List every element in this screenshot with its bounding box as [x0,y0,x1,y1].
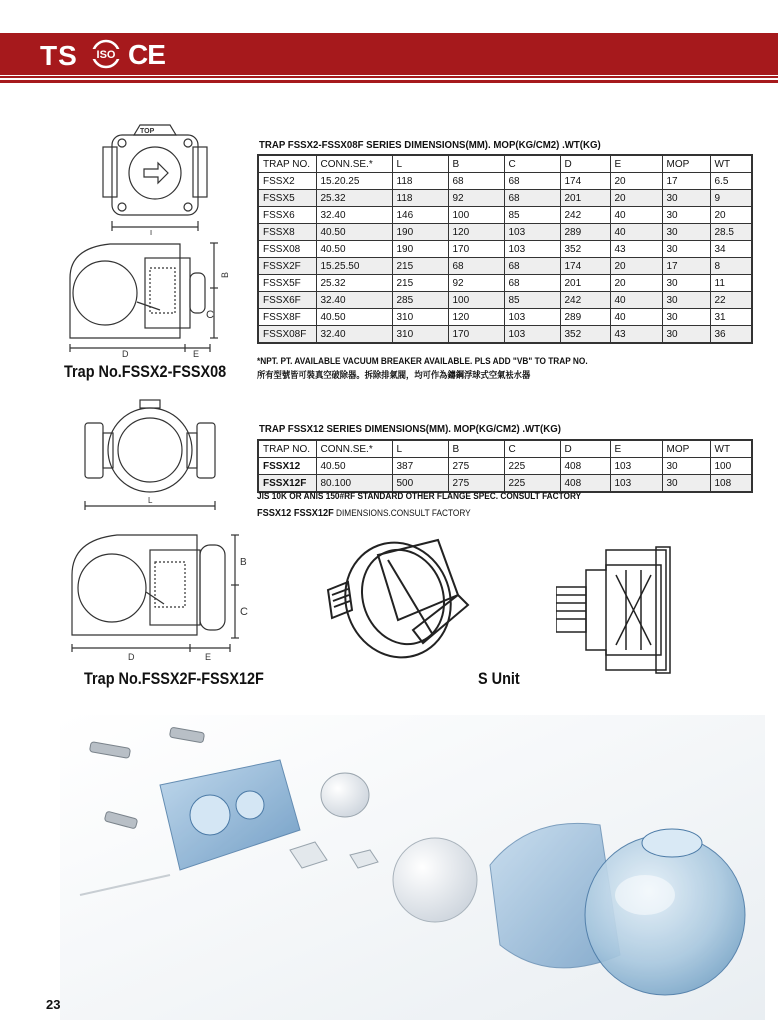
column-header: E [610,440,662,458]
table-cell: 25.32 [316,275,392,292]
column-header: D [560,440,610,458]
table-cell: 170 [448,326,504,344]
table-row [258,275,752,292]
table-cell: 40.50 [316,458,392,475]
table-cell: 40 [610,224,662,241]
column-header: L [392,440,448,458]
top-label: TOP [140,128,155,135]
dim-e-label-2: E [205,652,212,662]
table-cell: 68 [504,173,560,190]
table-cell: 352 [560,326,610,344]
table-cell: 30 [662,309,710,326]
exploded-render-illustration [60,715,765,1020]
column-header: MOP [662,440,710,458]
table-cell: 103 [504,309,560,326]
table-cell: 275 [448,475,504,493]
table-cell: 40 [610,207,662,224]
table-cell: FSSX6F [258,292,316,309]
table-cell: 103 [610,475,662,493]
table-cell: 174 [560,173,610,190]
table-cell: FSSX5F [258,275,316,292]
table2-title: TRAP FSSX12 SERIES DIMENSIONS(MM). MOP(KG/CM2) .WT(KG) [259,423,561,435]
table-cell: 30 [662,241,710,258]
table-cell: FSSX8F [258,309,316,326]
table-cell: 352 [560,241,610,258]
table-cell: 25.32 [316,190,392,207]
table-cell: 20 [710,207,752,224]
table-cell: 17 [662,258,710,275]
column-header: B [448,440,504,458]
column-header: TRAP NO. [258,155,316,173]
s-unit-section-drawing [556,545,676,680]
table-cell: 68 [448,173,504,190]
table-cell: 40.50 [316,309,392,326]
table-row [258,224,752,241]
table-cell: 9 [710,190,752,207]
table1-note-cn: 所有型號皆可裝真空破除器。拆除排氣閥，均可作為鑄鋼浮球式空氣袪水器 [257,370,531,380]
table-cell: 120 [448,309,504,326]
table-cell: 6.5 [710,173,752,190]
page-number: 23 [46,997,61,1012]
column-header: CONN.SE.* [316,155,392,173]
table-cell: 68 [504,190,560,207]
table-cell: 85 [504,292,560,309]
table-cell: 289 [560,224,610,241]
table-cell: FSSX6 [258,207,316,224]
iso-text: ISO [96,49,116,61]
dim-c-label-2: C [240,606,248,618]
column-header: MOP [662,155,710,173]
column-header: E [610,155,662,173]
table-cell: 30 [662,326,710,344]
table-cell: 108 [710,475,752,493]
table-cell: 387 [392,458,448,475]
table-cell: 11 [710,275,752,292]
table-cell: FSSX08 [258,241,316,258]
table-cell: 100 [448,292,504,309]
table-cell: 310 [392,309,448,326]
table-cell: 68 [504,275,560,292]
trap-section-drawing [60,238,230,360]
table-cell: 43 [610,326,662,344]
table-header-row [258,440,752,458]
table-cell: 242 [560,207,610,224]
table-cell: FSSX5 [258,190,316,207]
caption-fssx2-fssx08: Trap No.FSSX2-FSSX08 [64,362,227,381]
table-cell: 40.50 [316,224,392,241]
column-header: L [392,155,448,173]
table1-note-en: *NPT. PT. AVAILABLE VACUUM BREAKER AVAILABLE. PLS ADD "VB" TO TRAP NO. [257,356,588,366]
s-unit-isometric-drawing [318,535,473,670]
fssx12f-section-drawing [60,530,255,665]
table-row [258,309,752,326]
table2-note1: JIS 10K OR ANIS 150#RF STANDARD OTHER FLANGE SPEC. CONSULT FACTORY [257,491,582,501]
table-cell: 43 [610,241,662,258]
dim-l-label-2: L [148,496,153,505]
table-cell: 30 [662,275,710,292]
caption-s-unit: S Unit [478,669,520,688]
column-header: B [448,155,504,173]
table-cell: FSSX2 [258,173,316,190]
table-cell: 31 [710,309,752,326]
table-cell: 225 [504,458,560,475]
trap-top-view-drawing [100,115,210,235]
table-cell: 80.100 [316,475,392,493]
column-header: CONN.SE.* [316,440,392,458]
header-rule [0,76,778,78]
iso-logo-icon [89,39,123,69]
table-cell: 103 [504,224,560,241]
table-cell: 68 [504,258,560,275]
table-cell: 225 [504,475,560,493]
caption-fssx2f-fssx12f: Trap No.FSSX2F-FSSX12F [84,669,264,688]
table-cell: FSSX08F [258,326,316,344]
table-row [258,326,752,344]
table-cell: 32.40 [316,326,392,344]
table-cell: 100 [448,207,504,224]
table2-note2-text: DIMENSIONS.CONSULT FACTORY [336,508,471,518]
table-cell: 40 [610,292,662,309]
table-cell: 15.20.25 [316,173,392,190]
table-cell: 201 [560,190,610,207]
table-cell: 30 [662,458,710,475]
column-header: C [504,440,560,458]
table-cell: 215 [392,275,448,292]
column-header: WT [710,440,752,458]
table-cell: 201 [560,275,610,292]
column-header: WT [710,155,752,173]
table-cell: 20 [610,275,662,292]
table1 [257,154,753,344]
table2-note2 [257,508,471,519]
table-cell: 120 [448,224,504,241]
table-cell: 275 [448,458,504,475]
table-cell: 32.40 [316,207,392,224]
table-cell: 17 [662,173,710,190]
table-cell: 285 [392,292,448,309]
table-cell: 15.25.50 [316,258,392,275]
table-cell: 500 [392,475,448,493]
table-cell: 8 [710,258,752,275]
column-header: D [560,155,610,173]
table-cell: 92 [448,275,504,292]
table2 [257,439,753,493]
table2-note2-models: FSSX12 FSSX12F [257,508,334,519]
table-cell: 36 [710,326,752,344]
table-cell: 30 [662,292,710,309]
table-row [258,241,752,258]
table-cell: 408 [560,475,610,493]
table-cell: 190 [392,241,448,258]
column-header: C [504,155,560,173]
table-cell: 34 [710,241,752,258]
dim-b-label-2: B [240,557,247,568]
table-cell: 85 [504,207,560,224]
table-cell: 103 [504,241,560,258]
table-row [258,258,752,275]
table-cell: 68 [448,258,504,275]
table-cell: 28.5 [710,224,752,241]
table-cell: 190 [392,224,448,241]
table-cell: 22 [710,292,752,309]
table-cell: 408 [560,458,610,475]
table-cell: 40 [610,309,662,326]
table-cell: FSSX12 [258,458,316,475]
table-cell: 20 [610,190,662,207]
table-cell: FSSX8 [258,224,316,241]
table-cell: 289 [560,309,610,326]
table-cell: 30 [662,475,710,493]
table-row [258,458,752,475]
table-cell: 103 [610,458,662,475]
table-row [258,475,752,493]
table-cell: 40.50 [316,241,392,258]
table-cell: 20 [610,258,662,275]
table-cell: 30 [662,190,710,207]
column-header: TRAP NO. [258,440,316,458]
table-cell: 100 [710,458,752,475]
table-cell: 92 [448,190,504,207]
dim-l-label: L [150,229,155,235]
table-cell: 30 [662,207,710,224]
dim-d-label: D [122,349,129,359]
table-cell: 170 [448,241,504,258]
fssx12-front-drawing [80,398,220,513]
dim-e-label: E [193,349,200,359]
table-row [258,190,752,207]
table-cell: 30 [662,224,710,241]
table-cell: 146 [392,207,448,224]
table1-title: TRAP FSSX2-FSSX08F SERIES DIMENSIONS(MM). MOP(KG/CM2) .WT(KG) [259,139,601,151]
header-band [0,0,778,84]
table-cell: FSSX2F [258,258,316,275]
table-cell: 118 [392,173,448,190]
table-cell: 215 [392,258,448,275]
table-cell: 310 [392,326,448,344]
table-cell: 118 [392,190,448,207]
dim-b-label: B [220,271,230,278]
table-header-row [258,155,752,173]
table-cell: 242 [560,292,610,309]
brand-logo: TS [40,40,78,71]
table-row [258,207,752,224]
table-cell: 174 [560,258,610,275]
table-cell: 20 [610,173,662,190]
dim-d-label-2: D [128,652,135,662]
table-row [258,173,752,190]
table-cell: FSSX12F [258,475,316,493]
ce-mark: CE [128,39,165,70]
header-rule-thick [0,80,778,83]
table-row [258,292,752,309]
table-cell: 103 [504,326,560,344]
dim-c-label: C [206,309,214,321]
table-cell: 32.40 [316,292,392,309]
